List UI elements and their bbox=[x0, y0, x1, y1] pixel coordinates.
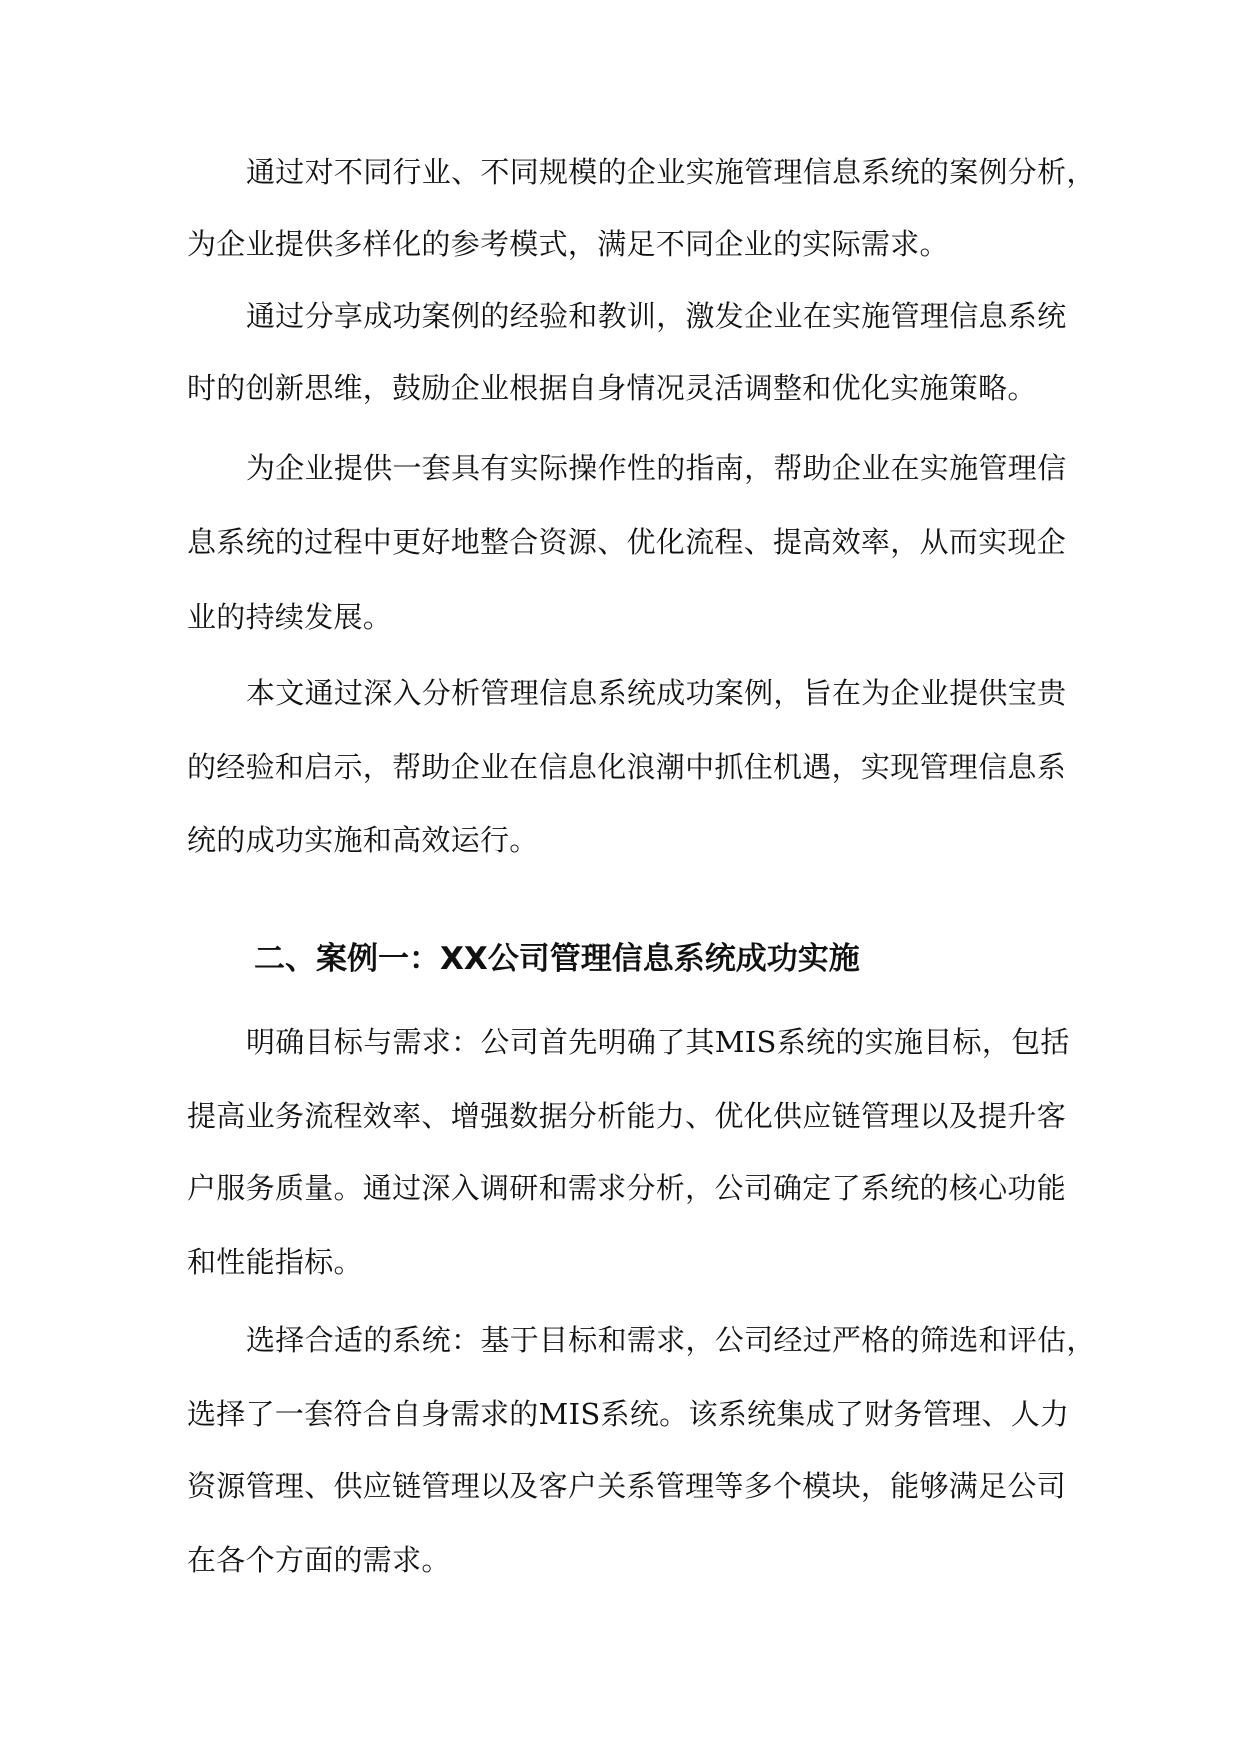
section-paragraph-1-line-1: 明确目标与需求：公司首先明确了其MIS系统的实施目标，包括 bbox=[246, 1025, 1070, 1059]
paragraph-3-line-2: 息系统的过程中更好地整合资源、优化流程、提高效率，从而实现企 bbox=[187, 525, 1067, 559]
section-paragraph-2-line-3: 资源管理、供应链管理以及客户关系管理等多个模块，能够满足公司 bbox=[187, 1469, 1067, 1503]
paragraph-2-line-2: 时的创新思维，鼓励企业根据自身情况灵活调整和优化实施策略。 bbox=[187, 371, 1037, 405]
paragraph-4-line-1: 本文通过深入分析管理信息系统成功案例，旨在为企业提供宝贵 bbox=[246, 676, 1067, 710]
paragraph-2-line-1: 通过分享成功案例的经验和教训，激发企业在实施管理信息系统 bbox=[246, 299, 1067, 333]
section-paragraph-2-line-4: 在各个方面的需求。 bbox=[187, 1543, 451, 1577]
section-paragraph-1-line-4: 和性能指标。 bbox=[187, 1245, 363, 1279]
section-paragraph-1-line-2: 提高业务流程效率、增强数据分析能力、优化供应链管理以及提升客 bbox=[187, 1099, 1067, 1133]
section-paragraph-2-line-1: 选择合适的系统：基于目标和需求，公司经过严格的筛选和评估， bbox=[246, 1323, 1096, 1357]
paragraph-4-line-2: 的经验和启示，帮助企业在信息化浪潮中抓住机遇，实现管理信息系 bbox=[187, 750, 1067, 784]
paragraph-1-line-2: 为企业提供多样化的参考模式，满足不同企业的实际需求。 bbox=[187, 227, 949, 261]
section-paragraph-2-line-2: 选择了一套符合自身需求的MIS系统。该系统集成了财务管理、人力 bbox=[187, 1397, 1070, 1431]
paragraph-4-line-3: 统的成功实施和高效运行。 bbox=[187, 823, 539, 857]
section-paragraph-1-line-3: 户服务质量。通过深入调研和需求分析，公司确定了系统的核心功能 bbox=[187, 1171, 1067, 1205]
paragraph-3-line-3: 业的持续发展。 bbox=[187, 600, 393, 634]
paragraph-1-line-1: 通过对不同行业、不同规模的企业实施管理信息系统的案例分析， bbox=[246, 155, 1096, 189]
paragraph-3-line-1: 为企业提供一套具有实际操作性的指南，帮助企业在实施管理信 bbox=[246, 451, 1067, 485]
section-heading: 二、案例一：XX公司管理信息系统成功实施 bbox=[254, 941, 860, 977]
